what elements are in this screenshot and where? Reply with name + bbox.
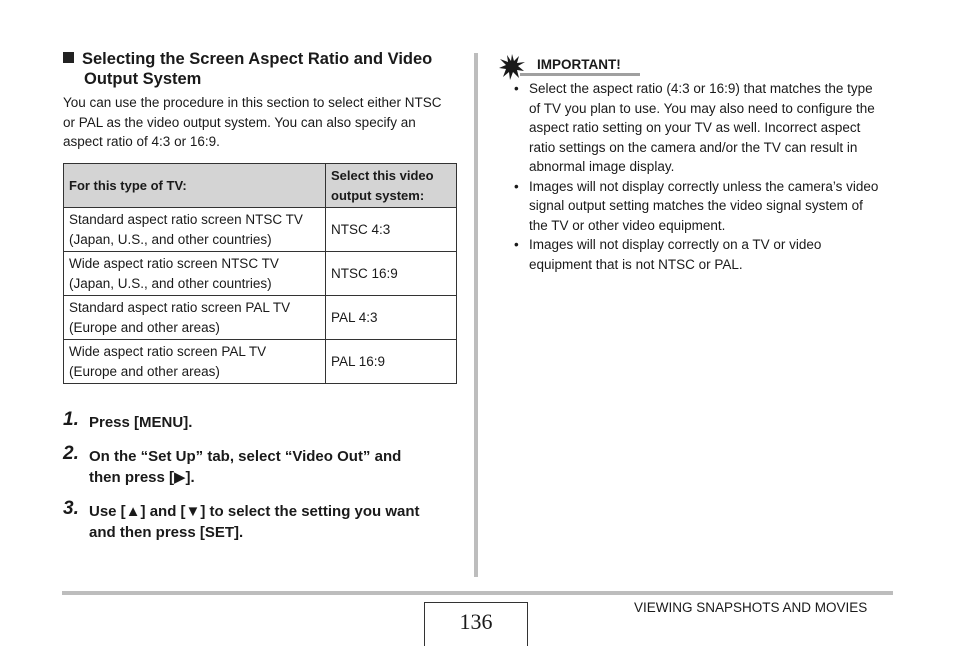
cell-line: Wide aspect ratio screen PAL TV [69, 344, 267, 359]
section-title [63, 49, 463, 89]
step-text: On the “Set Up” tab, select “Video Out” and [89, 448, 402, 465]
cell-line: (Europe and other areas) [69, 363, 220, 379]
section-bullet-square [63, 52, 74, 63]
step-text: Press [MENU]. [89, 414, 193, 431]
bullet-line: the TV or other video equipment. [529, 217, 726, 233]
footer-section-name: VIEWING SNAPSHOTS AND MOVIES [634, 600, 868, 615]
table-header-tv-type [64, 164, 326, 208]
table-row [64, 296, 457, 340]
output-system-cell: NTSC 16:9 [326, 252, 457, 296]
step-2 [63, 443, 458, 488]
header-text: Select this video [331, 167, 434, 183]
bullet-dot: • [514, 81, 519, 96]
step-3 [63, 498, 458, 543]
bullet-line: aspect ratio setting on your TV as well. Incorrect aspect [529, 120, 861, 135]
bullet-line: equipment that is not NTSC or PAL. [529, 256, 743, 272]
bullet-line: Select the aspect ratio (4:3 or 16:9) that matches the type [529, 81, 873, 96]
intro-line: or PAL as the video output system. You can also specify an [63, 114, 416, 130]
important-title: IMPORTANT! [537, 57, 621, 72]
intro-line: aspect ratio of 4:3 or 16:9. [63, 134, 220, 149]
tv-type-cell [64, 252, 326, 296]
header-text: output system: [331, 187, 425, 203]
tv-output-table [63, 163, 457, 384]
cell-line: Standard aspect ratio screen PAL TV [69, 300, 291, 315]
step-text: Use [▲] and [▼] to select the setting you want [89, 503, 420, 520]
bullet-line: Images will not display correctly unless the camera’s video [529, 178, 879, 194]
important-bullet-list [512, 79, 892, 274]
bullet-line: Images will not display correctly on a TV or video [529, 237, 822, 252]
cell-line: (Japan, U.S., and other countries) [69, 231, 272, 247]
intro-paragraph [63, 93, 458, 152]
tv-type-cell [64, 340, 326, 384]
table-header-row [64, 164, 457, 208]
step-1 [63, 409, 458, 434]
footer-rule [62, 591, 893, 595]
table-row [64, 208, 457, 252]
important-underline [520, 73, 640, 76]
step-number: 1. [63, 409, 79, 430]
tv-type-cell [64, 296, 326, 340]
step-text: then press [▶]. [89, 468, 195, 486]
bullet-dot: • [514, 178, 519, 194]
intro-line: You can use the procedure in this section to select either NTSC [63, 95, 442, 110]
cell-line: Wide aspect ratio screen NTSC TV [69, 256, 279, 271]
bullet-line: ratio settings on the camera and/or the TV can result in [529, 139, 858, 155]
cell-line: (Europe and other areas) [69, 319, 220, 335]
bullet-line: of TV you plan to use. You may also need to configure the [529, 100, 875, 116]
output-system-cell: PAL 16:9 [326, 340, 457, 384]
bullet-line: signal output setting matches the video signal system of [529, 198, 863, 213]
step-text: and then press [SET]. [89, 523, 244, 541]
starburst-icon [499, 54, 525, 80]
column-divider [474, 53, 478, 577]
header-text: For this type of TV: [69, 177, 187, 193]
step-number: 2. [63, 443, 79, 464]
list-item [512, 79, 892, 177]
page-number: 136 [424, 602, 528, 646]
list-item [512, 177, 892, 236]
table-header-output-system [326, 164, 457, 208]
output-system-cell: PAL 4:3 [326, 296, 457, 340]
list-item [512, 235, 892, 274]
section-title-line1: Selecting the Screen Aspect Ratio and Video [82, 50, 433, 68]
cell-line: (Japan, U.S., and other countries) [69, 275, 272, 291]
bullet-dot: • [514, 237, 519, 252]
table-row [64, 252, 457, 296]
output-system-cell: NTSC 4:3 [326, 208, 457, 252]
tv-type-cell [64, 208, 326, 252]
bullet-line: abnormal image display. [529, 159, 675, 174]
section-title-line2: Output System [84, 70, 202, 88]
step-number: 3. [63, 498, 79, 519]
table-row [64, 340, 457, 384]
cell-line: Standard aspect ratio screen NTSC TV [69, 212, 303, 227]
